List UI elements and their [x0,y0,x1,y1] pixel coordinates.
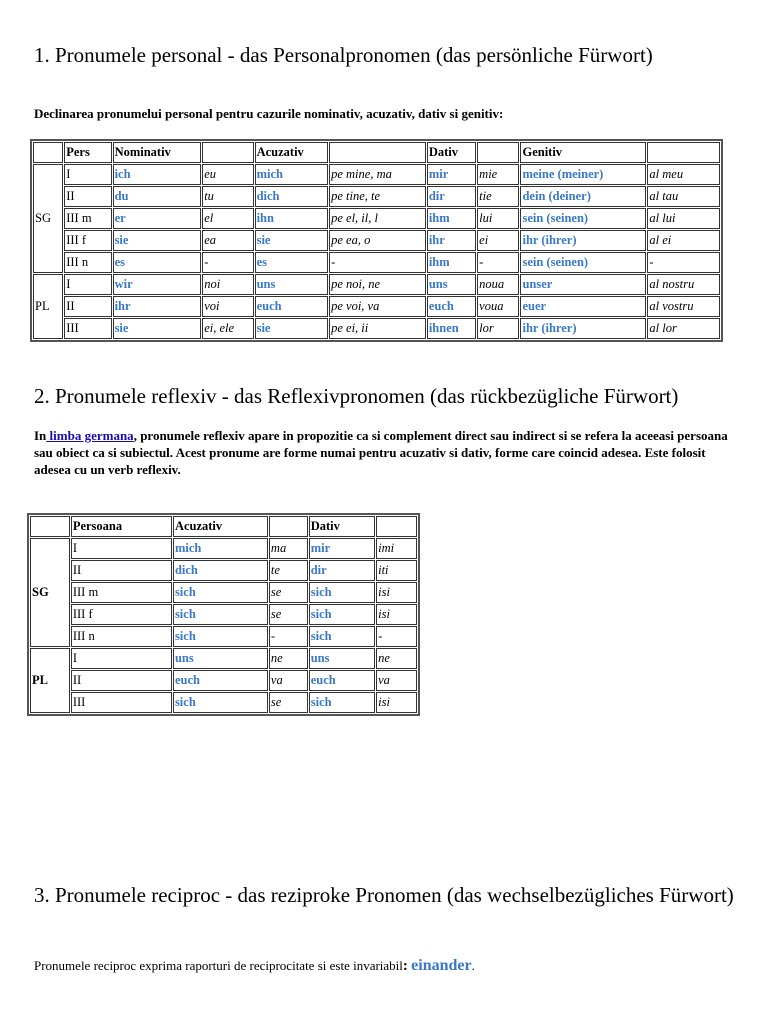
table-cell: uns [173,648,268,669]
table-cell: ihr (ihrer) [520,230,646,251]
table-cell: ihr [427,230,476,251]
table-cell: meine (meiner) [520,164,646,185]
table-cell: sie [255,318,329,339]
section2-paragraph [34,427,734,478]
table-cell: voua [477,296,519,317]
group-label: SG [33,164,63,273]
table-cell: al vostru [647,296,720,317]
table-cell: sich [309,582,375,603]
header-corner [33,142,63,163]
table-cell: al lui [647,208,720,229]
note-text: Pronumele reciproc exprima raporturi de reciprocitate si este invariabil [34,958,403,973]
table-cell: sich [309,604,375,625]
table-cell: tu [202,186,253,207]
table-cell: ihr [113,296,202,317]
table-cell: sich [309,692,375,713]
table-cell: II [64,296,111,317]
reflexive-pronoun-table [27,513,420,716]
column-header: Acuzativ [255,142,329,163]
table-cell: dich [173,560,268,581]
table-cell: mir [309,538,375,559]
column-header [376,516,417,537]
table-cell: ei [477,230,519,251]
table-cell: al nostru [647,274,720,295]
table-cell: noi [202,274,253,295]
column-header [30,516,70,537]
table-cell: ma [269,538,308,559]
column-header: Persoana [71,516,172,537]
note-period: . [471,958,475,973]
table-cell: I [71,648,172,669]
table-row [30,582,417,603]
table-row [30,648,417,669]
table-cell: isi [376,604,417,625]
header-row [30,516,417,537]
table-cell: euch [427,296,476,317]
table-row [33,186,720,207]
einander-word: einander [411,957,472,974]
column-header: Genitiv [520,142,646,163]
table-cell: euer [520,296,646,317]
table-cell: - [477,252,519,273]
table-row [33,230,720,251]
table-cell: al lor [647,318,720,339]
table-cell: tie [477,186,519,207]
table-cell: dir [309,560,375,581]
table-cell: pe noi, ne [329,274,426,295]
table-cell: lor [477,318,519,339]
group-label: SG [30,538,70,647]
table-cell: te [269,560,308,581]
table-cell: - [647,252,720,273]
table-cell: ne [376,648,417,669]
table-cell: III n [64,252,111,273]
table-cell: al meu [647,164,720,185]
table-cell: imi [376,538,417,559]
table-cell: sich [173,626,268,647]
table-cell: iti [376,560,417,581]
table-cell: unser [520,274,646,295]
table-cell: III [71,692,172,713]
table-cell: eu [202,164,253,185]
table-cell: ei, ele [202,318,253,339]
para-suffix: , pronumele reflexiv apare in propozitie ca si complement direct sau indirect si se refera la aceeasi persoana sau obiect ca si subiectul. Acest pronume are forme numai pentru acuzativ si dativ, forme care coincid adesea. Este folosit adesea cu un verb reflexiv. [34,428,728,477]
table-cell: isi [376,692,417,713]
table-cell: mir [427,164,476,185]
table-row [30,692,417,713]
table-cell: ihnen [427,318,476,339]
table-cell: III f [64,230,111,251]
limba-germana-link[interactable]: limba germana [46,428,134,443]
table-cell: sie [255,230,329,251]
personal-pronoun-table [30,139,723,342]
table-cell: sich [309,626,375,647]
column-header: Pers [64,142,111,163]
column-header [647,142,720,163]
table-cell: ihm [427,252,476,273]
table-cell: III n [71,626,172,647]
table-cell: euch [255,296,329,317]
table-cell: pe tine, te [329,186,426,207]
table-cell: uns [427,274,476,295]
table-cell: ihm [427,208,476,229]
table-cell: wir [113,274,202,295]
table-cell: sich [173,692,268,713]
table-cell: sein (seinen) [520,208,646,229]
table-cell: es [113,252,202,273]
table-row [33,274,720,295]
table-cell: - [376,626,417,647]
table-cell: se [269,604,308,625]
table-cell: mich [255,164,329,185]
table-cell: pe ea, o [329,230,426,251]
table-cell: se [269,692,308,713]
table-cell: dich [255,186,329,207]
table-cell: er [113,208,202,229]
table-row [33,296,720,317]
column-header [269,516,308,537]
column-header: Acuzativ [173,516,268,537]
header-row [33,142,720,163]
table-row [30,604,417,625]
table-cell: III [64,318,111,339]
section1-heading: 1. Pronumele personal - das Personalpronomen (das persönliche Fürwort) [34,43,653,67]
table-cell: el [202,208,253,229]
table-cell: pe mine, ma [329,164,426,185]
table-cell: pe ei, ii [329,318,426,339]
table-cell: ea [202,230,253,251]
table-cell: - [329,252,426,273]
table-cell: - [202,252,253,273]
table-cell: du [113,186,202,207]
column-header: Dativ [309,516,375,537]
table-cell: III m [71,582,172,603]
column-header [477,142,519,163]
column-header [202,142,253,163]
table-row [33,208,720,229]
table-cell: III f [71,604,172,625]
table-cell: sie [113,230,202,251]
table-cell: ich [113,164,202,185]
table-cell: mie [477,164,519,185]
table-cell: II [71,560,172,581]
section1-intro: Declinarea pronumelui personal pentru cazurile nominativ, acuzativ, dativ si genitiv: [34,106,504,121]
table-cell: I [71,538,172,559]
section3-note [34,957,475,975]
table-cell: ihr (ihrer) [520,318,646,339]
table-row [30,670,417,691]
table-cell: III m [64,208,111,229]
table-cell: II [64,186,111,207]
table-row [30,626,417,647]
table-cell: uns [309,648,375,669]
table-cell: se [269,582,308,603]
table-cell: pe el, il, l [329,208,426,229]
table-cell: I [64,274,111,295]
table-cell: - [269,626,308,647]
section2-heading: 2. Pronumele reflexiv - das Reflexivpronomen (das rückbezügliche Fürwort) [34,384,679,408]
para-prefix: In [34,428,47,443]
table-cell: al ei [647,230,720,251]
table-row [30,538,417,559]
table-cell: va [376,670,417,691]
table-cell: ihn [255,208,329,229]
table-cell: sein (seinen) [520,252,646,273]
table-cell: mich [173,538,268,559]
column-header: Dativ [427,142,476,163]
column-header [329,142,426,163]
table-cell: va [269,670,308,691]
table-row [33,252,720,273]
table-cell: uns [255,274,329,295]
group-label: PL [30,648,70,713]
table-cell: pe voi, va [329,296,426,317]
table-row [30,560,417,581]
table-cell: II [71,670,172,691]
column-header: Nominativ [113,142,202,163]
table-row [33,164,720,185]
table-cell: isi [376,582,417,603]
table-cell: dir [427,186,476,207]
table-cell: es [255,252,329,273]
section3-heading: 3. Pronumele reciproc - das reziproke Pronomen (das wechselbezügliches Fürwort) [34,883,734,907]
table-cell: sie [113,318,202,339]
group-label: PL [33,274,63,339]
table-cell: noua [477,274,519,295]
table-cell: sich [173,582,268,603]
table-cell: I [64,164,111,185]
note-colon: : [402,958,408,974]
table-cell: al tau [647,186,720,207]
table-cell: euch [173,670,268,691]
table-cell: voi [202,296,253,317]
table-cell: ne [269,648,308,669]
table-row [33,318,720,339]
table-cell: lui [477,208,519,229]
table-cell: euch [309,670,375,691]
table-cell: dein (deiner) [520,186,646,207]
table-cell: sich [173,604,268,625]
